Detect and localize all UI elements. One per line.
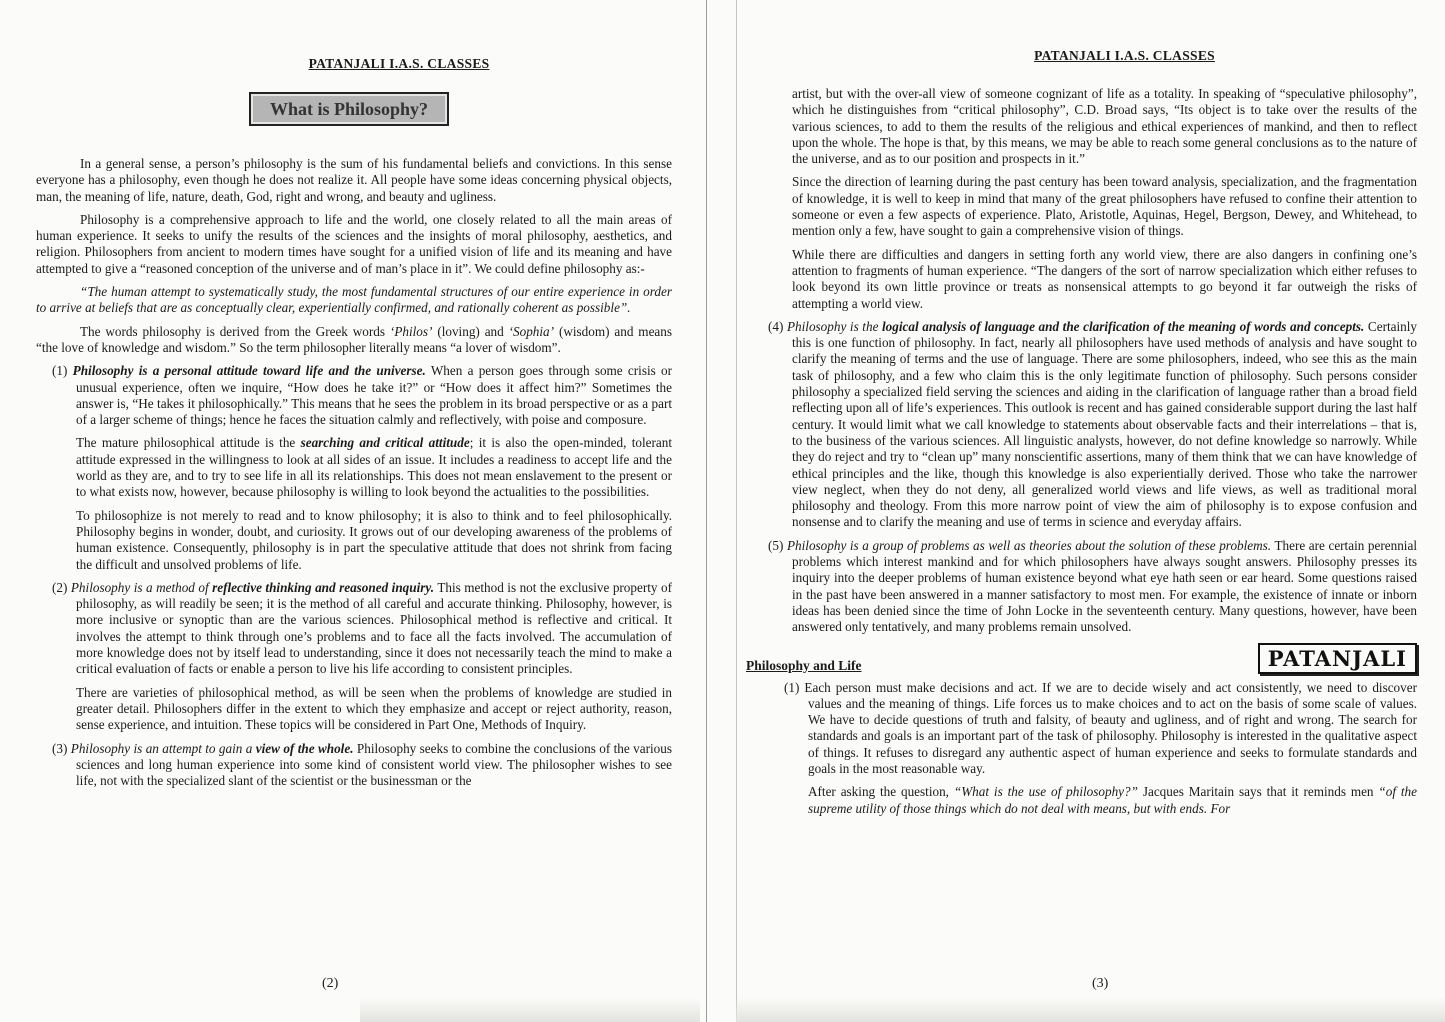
- page-header: PATANJALI I.A.S. CLASSES: [1034, 48, 1215, 63]
- numbered-item: (4) Philosophy is the logical analysis of language and the clarification of the meaning of words and concepts. Certainly this is one function of philosophy. In fact, nearly all philosophers have used methods of analysis and have sought to clarify the meaning of terms and the use of language. There are some philosophers, indeed, who see this as the main task of philosophy, and a few who claim this is the only legitimate function of philosophy. Such persons consider philosophy a specialized field serving the sciences and aiding in the clarification of language rather than a broad field reflecting upon all of life’s experiences. This outlook is recent and has gained considerable support during the last half century. It would limit what we call knowledge to statements about observable facts and their interrelations – that is, to the business of the various sciences. All linguistic analysts, however, do not define knowledge so narrowly. While they do reject and try to “clean up” many nonscientific assertions, many of them think that we can have knowledge of ethical principles and the like, though this knowledge is also experientially derived. Those who take the narrower view neglect, when they do not deny, all generalized world views and life views, as well as traditional moral philosophy and theology. From this more narrow point of view the aim of philosophy is to expose confusion and nonsense and to clarify the meaning and use of terms in science and everyday affairs.: [768, 318, 1417, 530]
- numbered-item: (1) Each person must make decisions and act. If we are to decide wisely and act consistently, we need to discover values and the meaning of things. Life forces us to make choices and to act on the basis of some scale of values. We have to decide questions of truth and falsity, of beauty and ugliness, and of right and wrong. The search for standards and goals is an important part of the task of philosophy. Philosophy is interested in the qualitative aspect of things. It refuses to disregard any authentic aspect of human experience and seeks to formulate standards and goals in the most reasonable way.: [784, 679, 1417, 776]
- paragraph: Since the direction of learning during the past century has been toward analysis, specialization, and the fragmentation of knowledge, it is well to keep in mind that many of the great philosophers have refused to confine their attention to someone or even a few aspects of experience. Plato, Aristotle, Aquinas, Hegel, Bergson, Dewey, and Whitehead, to mention only a few, have sought to gain a comprehensive vision of things.: [792, 174, 1417, 239]
- left-page: [0, 0, 722, 1022]
- paragraph: Philosophy is a comprehensive approach to life and the world, one closely related to all the main areas of human experience. It seeks to unify the results of the sciences and the insights of moral philosophy, aesthetics, and religion. Philosophers from ancient to modern times have sought for a unified vision of life and its meaning and have attempted to give a “reasoned conception of the universe and of man’s place in it”. We could define philosophy as:-: [36, 211, 672, 276]
- page-number: (3): [1092, 976, 1109, 991]
- paragraph: After asking the question, “What is the use of philosophy?” Jacques Maritain says that it reminds men “of the supreme utility of those things which do not deal with means, but with ends. For: [808, 784, 1418, 816]
- item-number: (3): [52, 740, 71, 756]
- page-header: PATANJALI I.A.S. CLASSES: [308, 56, 490, 71]
- page-number: (2): [322, 976, 339, 991]
- item-number: (5): [768, 537, 787, 553]
- brand-stamp: PATANJALI: [1258, 643, 1417, 674]
- numbered-item: (1) Philosophy is a personal attitude toward life and the universe. When a person goes through some crisis or unusual experience, often we inquire, “How does he take it?” or “How does it affect him?” Sometimes the answer is, “He takes it philosophically.” This means that he sees the problem in its broad perspective or as a part of a larger scheme of things; hence he faces the situation calmly and reflectively, with poise and composure.: [52, 363, 672, 428]
- paragraph: The words philosophy is derived from the Greek words ‘Philos’ (loving) and ‘Sophia’ (wisdom) and means “the love of knowledge and wisdom.” So the term philosopher literally means “a lover of wisdom”.: [36, 323, 673, 355]
- item-number: (1): [784, 679, 805, 695]
- definition-quote: “The human attempt to systematically study, the most fundamental structures of our entire experience in order to arrive at beliefs that are as conceptually clear, experientially confirmed, and rationally coherent as possible”.: [36, 284, 672, 316]
- right-page: [722, 0, 1445, 1022]
- paragraph: While there are difficulties and dangers in setting forth any world view, there are also dangers in confining one’s attention to fragments of human experience. “The dangers of the sort of narrow specialization which either refuses to look beyond its own little province or treats as nonsensical attempts to go beyond it far outweigh the risks of attempting a world view.: [792, 246, 1417, 311]
- page-title: What is Philosophy?: [249, 92, 449, 126]
- item-heading: Philosophy is a personal attitude toward life and the universe.: [72, 363, 426, 379]
- section-heading: Philosophy and Life: [746, 657, 862, 673]
- paragraph: The mature philosophical attitude is the searching and critical attitude; it is also the open-minded, tolerant attitude expressed in the willingness to look at all sides of an issue. It includes a readiness to accept life and the world as they are, and to try to see life in all its relationships. This does not mean enslavement to the present or to what exists now, however, because philosophy is willing to look beyond the actualities to the possibilities.: [76, 435, 672, 500]
- paragraph: In a general sense, a person’s philosophy is the sum of his fundamental beliefs and convictions. In this sense everyone has a philosophy, even though he does not realize it. All people have some ideas concerning physical objects, man, the meaning of life, nature, death, God, right and wrong, and beauty and ugliness.: [36, 156, 672, 204]
- paragraph: To philosophize is not merely to read and to know philosophy; it is also to think and to feel philosophically. Philosophy begins in wonder, doubt, and curiosity. It grows out of our developing awareness of the problems of human existence. Consequently, philosophy is in part the speculative attitude that does not shrink from facing the difficult and unsolved problems of life.: [76, 507, 672, 572]
- numbered-item: (2) Philosophy is a method of reflective thinking and reasoned inquiry. This method is not the exclusive property of philosophy, as will readily be seen; it is the method of all careful and accurate thinking. Philosophy, however, is more inclusive or synoptic than are the various sciences. Philosophical method is reflective and critical. It involves the attempt to think through one’s problems and to face all the facts involved. The accumulation of more knowledge does not by itself lead to understanding, since it does not necessarily teach the mind to make a critical evaluation of facts or enable a person to live his life according to consistent principles.: [52, 579, 672, 677]
- item-number: (1): [52, 363, 73, 379]
- numbered-item: (3) Philosophy is an attempt to gain a view of the whole. Philosophy seeks to combine the conclusions of the various sciences and long human experience into some kind of consistent world view. The philosopher wishes to see life, not with the specialized slant of the scientist or the businessman or the: [52, 740, 672, 789]
- section-row: [746, 643, 1417, 674]
- item-number: (2): [52, 579, 71, 595]
- paragraph: artist, but with the over-all view of someone cognizant of life as a totality. In speaking of “speculative philosophy”, which he distinguishes from “critical philosophy”, C.D. Broad says, “Its object is to take over the results of the various sciences, to add to them the results of the religious and ethical experiences of mankind, and then to reflect upon the whole. The hope is that, by this means, we may be able to reach some general conclusions as to the nature of the universe, and as to our position and prospects in it.”: [792, 86, 1417, 167]
- paragraph: There are varieties of philosophical method, as will be seen when the problems of knowledge are studied in greater detail. Philosophers differ in the extent to which they emphasize and accept or reject authority, reason, sense experience, and intuition. These topics will be considered in Part One, Methods of Inquiry.: [76, 684, 672, 733]
- numbered-item: (5) Philosophy is a group of problems as well as theories about the solution of these problems. There are certain perennial problems which interest mankind and for which philosophers have always sought answers. Philosophy presses its inquiry into the deeper problems of human existence beyond what eye hath seen or ear heard. Some questions raised in the past have been answered in a manner satisfactory to most men. For example, the existence of innate or inborn ideas has been denied since the time of John Locke in the seventeenth century. Many questions, however, have been answered only tentatively, and many problems remain unsolved.: [768, 537, 1417, 635]
- item-number: (4): [768, 318, 787, 334]
